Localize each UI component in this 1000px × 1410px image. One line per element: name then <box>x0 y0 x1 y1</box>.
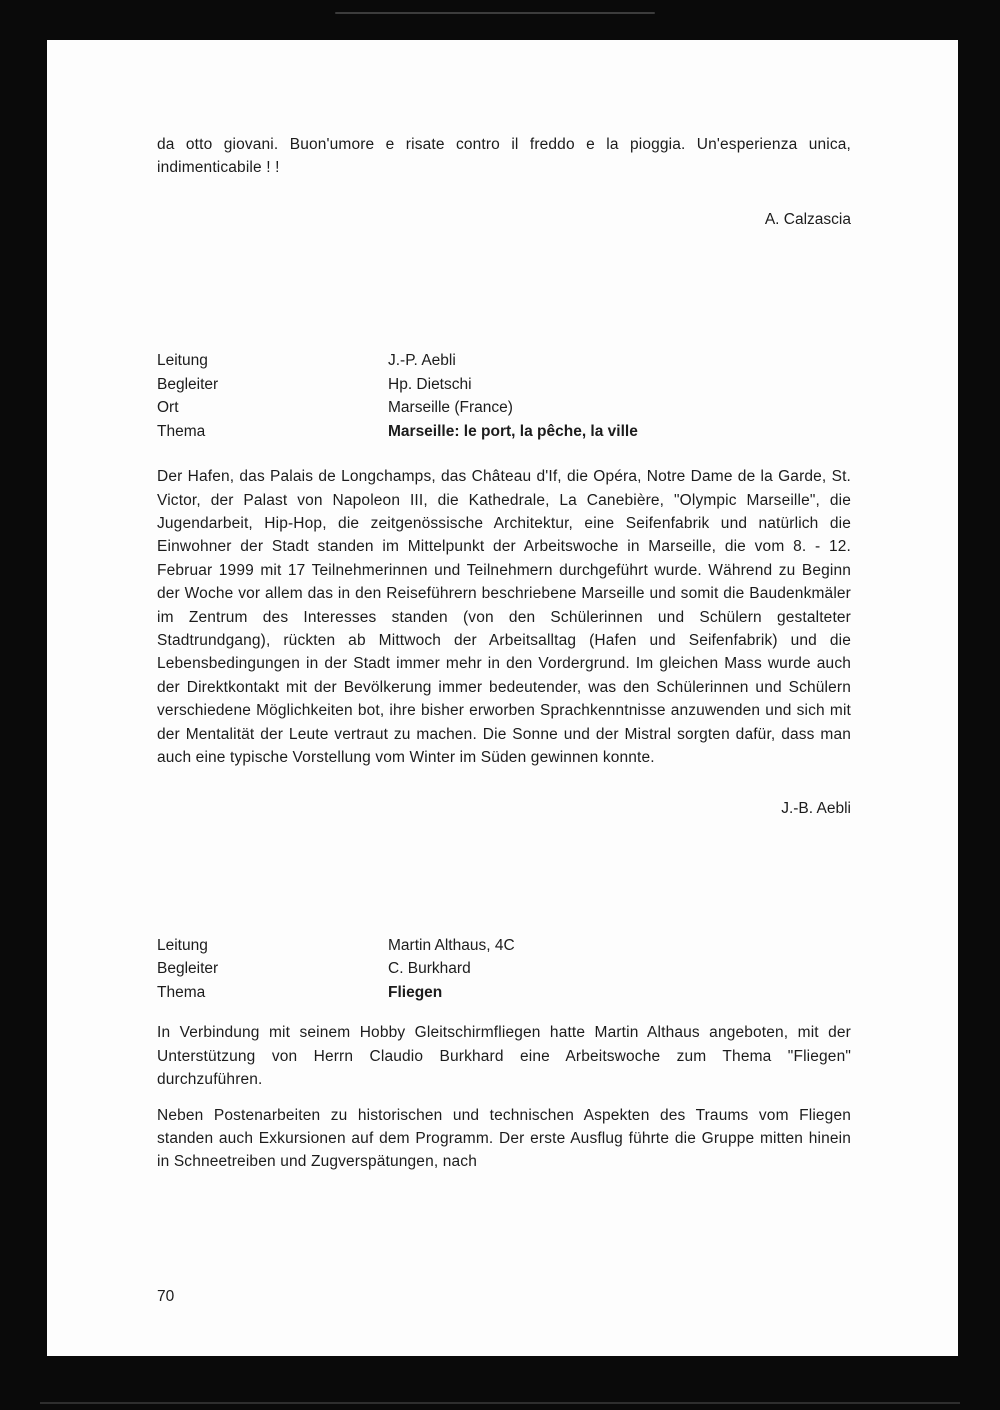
meta-value-thema-bold: Fliegen <box>388 983 443 1001</box>
marseille-body-paragraph: Der Hafen, das Palais de Longchamps, das Château d'If, die Opéra, Notre Dame de la Garde, St. Victor, der Palast von Napoleon III, die Kathedrale, La Canebière, "Olympic Marseille", die Jugendarbeit, Hip-Hop, die zeitgenössische Architektur, eine Seifenfabrik und natürlich die Einwohner der Stadt standen im Mittelpunkt der Arbeitswoche in Marseille, die vom 8. - 12. Februar 1999 mit 17 Teilnehmerinnen und Teilnehmern durchgeführt wurde. Während zu Beginn der Woche vor allem das in den Reiseführern beschriebene Marseille und somit die Baudenkmäler im Zentrum des Interesses standen (von den Schülerinnen und Schülern gestalteter Stadtrundgang), rückten ab Mittwoch der Arbeitsalltag (Hafen und Seifenfabrik) und die Lebensbedingungen in der Stadt immer mehr in den Vordergrund. Im gleichen Mass wurde auch der Direktkontakt mit der Bevölkerung immer bedeutender, was den Schülerinnen und Schülern verschiedene Möglichkeiten bot, ihre bisher erworben Sprachkenntnisse anzuwenden und sich mit der Mentalität der Leute vertraut zu machen. Die Sonne und der Mistral sorgten dafür, dass man auch eine typische Vorstellung vom Winter im Süden gewinnen konnte. <box>157 468 851 767</box>
meta-label: Leitung <box>157 936 208 954</box>
meta-value: J.-P. Aebli <box>388 352 456 370</box>
meta-row-leitung <box>157 349 851 373</box>
meta-value-thema-bold: Marseille: le port, la pêche, la ville <box>388 422 638 440</box>
meta-label: Begleiter <box>157 375 219 393</box>
signature-aebli: J.-B. Aebli <box>781 799 851 817</box>
section-fliegen-meta <box>157 934 851 1005</box>
meta-row-thema <box>157 981 851 1005</box>
meta-value: Hp. Dietschi <box>388 375 472 393</box>
meta-label: Thema <box>157 983 206 1001</box>
meta-label: Ort <box>157 399 179 417</box>
fliegen-paragraph-1: In Verbindung mit seinem Hobby Gleitschirmfliegen hatte Martin Althaus angeboten, mit der Unterstützung von Herrn Claudio Burkhard eine Arbeitswoche zum Thema "Fliegen" durchzuführen. <box>157 1024 851 1089</box>
meta-label: Leitung <box>157 352 208 370</box>
meta-value: Marseille (France) <box>388 399 513 417</box>
page-content <box>157 40 851 1174</box>
meta-row-ort <box>157 396 851 420</box>
meta-value: Martin Althaus, 4C <box>388 936 515 954</box>
scan-artifact-line-bottom <box>40 1402 960 1404</box>
meta-row-thema <box>157 420 851 444</box>
meta-row-begleiter <box>157 957 851 981</box>
intro-paragraph: da otto giovani. Buon'umore e risate contro il freddo e la pioggia. Un'esperienza unica, indimenticabile ! ! <box>157 136 851 177</box>
meta-label: Begleiter <box>157 960 219 978</box>
section-marseille-meta <box>157 349 851 443</box>
signature-calzascia: A. Calzascia <box>764 210 851 228</box>
meta-label: Thema <box>157 422 206 440</box>
document-page <box>47 40 958 1356</box>
meta-row-begleiter <box>157 373 851 397</box>
meta-row-leitung <box>157 934 851 958</box>
scan-artifact-line-top <box>335 12 655 14</box>
meta-value: C. Burkhard <box>388 960 471 978</box>
fliegen-paragraph-2: Neben Postenarbeiten zu historischen und technischen Aspekten des Traums vom Fliegen standen auch Exkursionen auf dem Programm. Der erste Ausflug führte die Gruppe mitten hinein in Schneetreiben und Zugverspätungen, nach <box>157 1106 851 1171</box>
page-number: 70 <box>157 1288 175 1305</box>
